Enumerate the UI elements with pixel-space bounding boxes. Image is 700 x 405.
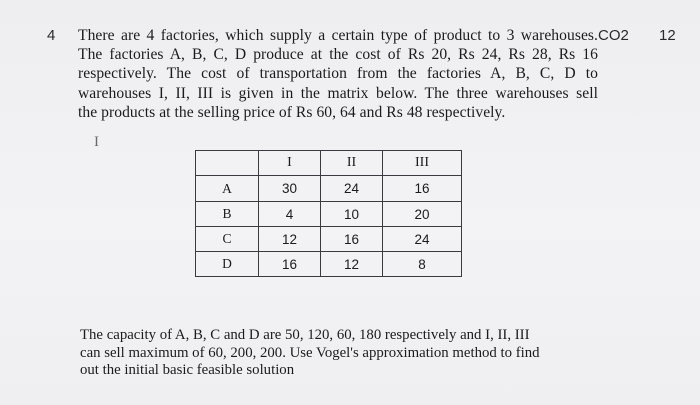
row-header: C xyxy=(196,227,259,252)
table-cell: 16 xyxy=(259,252,321,277)
table-cell: 12 xyxy=(259,227,321,252)
table-cell: 24 xyxy=(383,227,462,252)
row-header: A xyxy=(196,176,259,202)
closing-line: out the initial basic feasible solution xyxy=(80,362,295,379)
row-header: B xyxy=(196,202,259,227)
intro-line: The factories A, B, C, D produce at the cost of Rs 20, Rs 24, Rs 28, Rs 16 xyxy=(78,46,598,64)
table-row xyxy=(196,202,462,227)
closing-line: The capacity of A, B, C and D are 50, 120, 60, 180 respectively and I, II, III xyxy=(80,327,530,343)
intro-line: warehouses I, II, III is given in the matrix below. The three warehouses sell xyxy=(78,84,598,102)
marks-label: 12 xyxy=(659,27,676,44)
column-header-II: II xyxy=(321,151,383,176)
row-header: D xyxy=(196,252,259,277)
table-corner-cell xyxy=(196,151,259,176)
table-cell: 12 xyxy=(321,252,383,277)
table-row xyxy=(196,176,462,202)
table-cell: 10 xyxy=(321,202,383,227)
table-row xyxy=(196,252,462,277)
question-closing-paragraph xyxy=(80,327,585,380)
table-cell: 16 xyxy=(321,227,383,252)
intro-line: There are 4 factories, which supply a certain type of product to 3 warehouses. xyxy=(78,27,598,44)
column-header-III: III xyxy=(383,151,462,176)
intro-line: respectively. The cost of transportation from the factories A, B, C, D to xyxy=(78,65,598,83)
cost-table-container xyxy=(195,150,462,277)
table-cell: 20 xyxy=(383,202,462,227)
table-header-row xyxy=(196,151,462,176)
column-header-I: I xyxy=(259,151,321,176)
table-cell: 16 xyxy=(383,176,462,202)
table-cell: 8 xyxy=(383,252,462,277)
question-intro-paragraph xyxy=(78,26,598,122)
table-cell: 4 xyxy=(259,202,321,227)
closing-line: can sell maximum of 60, 200, 200. Use Vogel's approximation method to find xyxy=(80,344,540,361)
table-row xyxy=(196,227,462,252)
table-cell: 24 xyxy=(321,176,383,202)
text-cursor-icon: I xyxy=(94,134,99,150)
question-number: 4 xyxy=(47,27,56,44)
intro-line: the products at the selling price of Rs 60, 64 and Rs 48 respectively. xyxy=(78,103,506,121)
table-cell: 30 xyxy=(259,176,321,202)
course-outcome-label: CO2 xyxy=(598,27,629,44)
transport-cost-table xyxy=(195,150,462,277)
